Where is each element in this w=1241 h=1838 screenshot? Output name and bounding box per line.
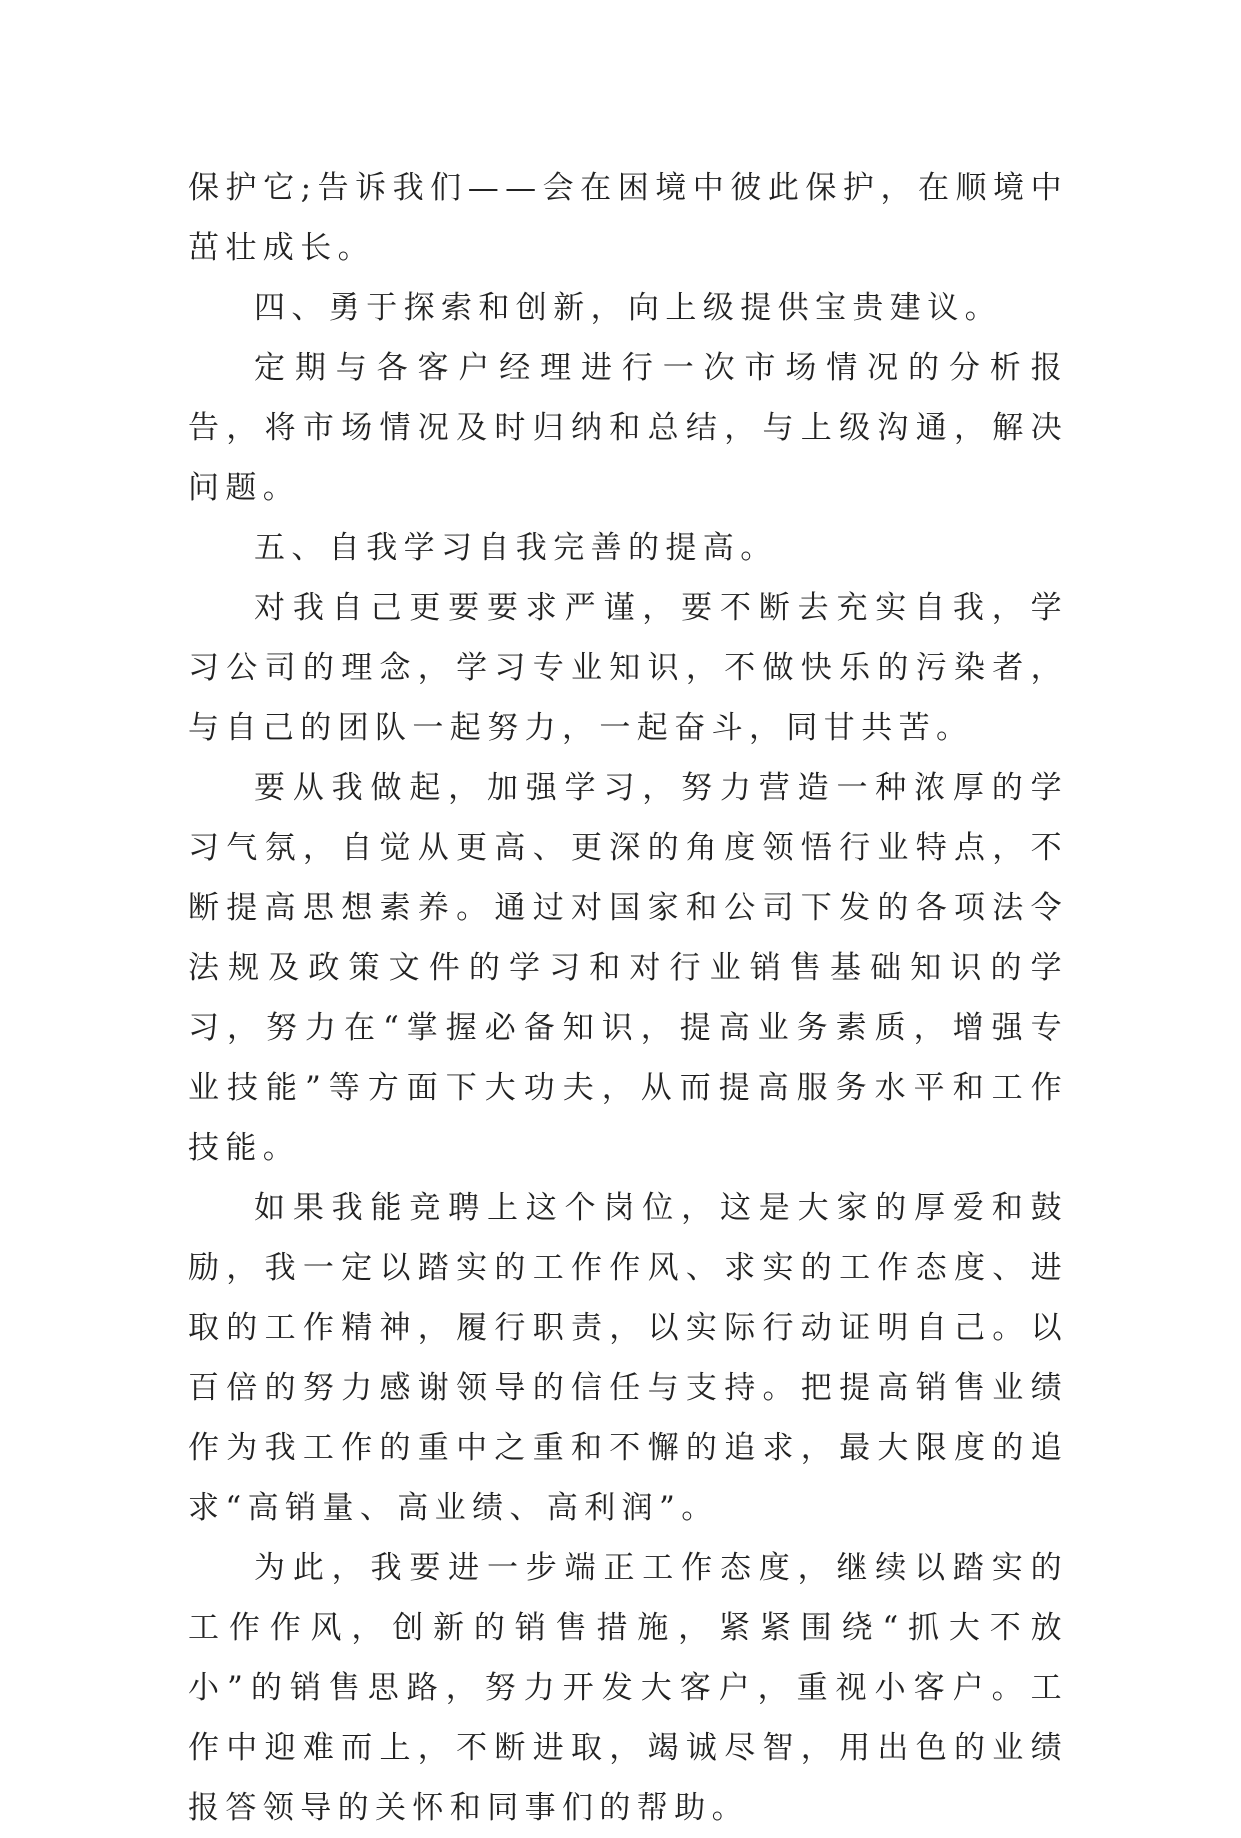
section-heading-four: 四、勇于探索和创新，向上级提供宝贵建议。 (254, 290, 1002, 326)
document-body (188, 158, 1068, 1838)
paragraph-continuation: 保护它;告诉我们——会在困境中彼此保护，在顺境中茁壮成长。 (188, 170, 1068, 266)
paragraph-learning: 要从我做起，加强学习，努力营造一种浓厚的学习气氛，自觉从更高、更深的角度领悟行业特点，不断提高思想素养。通过对国家和公司下发的各项法令法规及政策文件的学习和对行业销售基础知识的学习，努力在“掌握必备知识，提高业务素质，增强专业技能”等方面下大功夫，从而提高服务水平和工作技能。 (188, 770, 1068, 1166)
paragraph-commitment: 如果我能竞聘上这个岗位，这是大家的厚爱和鼓励，我一定以踏实的工作作风、求实的工作态度、进取的工作精神，履行职责，以实际行动证明自己。以百倍的努力感谢领导的信任与支持。把提高销售业绩作为我工作的重中之重和不懈的追求，最大限度的追求“高销量、高业绩、高利润”。 (188, 1190, 1068, 1526)
paragraph-self-discipline: 对我自己更要要求严谨，要不断去充实自我，学习公司的理念，学习专业知识，不做快乐的污染者，与自己的团队一起努力，一起奋斗，同甘共苦。 (188, 590, 1068, 746)
paragraph-market-report: 定期与各客户经理进行一次市场情况的分析报告，将市场情况及时归纳和总结，与上级沟通，解决问题。 (188, 350, 1068, 506)
paragraph-closing: 为此，我要进一步端正工作态度，继续以踏实的工作作风，创新的销售措施，紧紧围绕“抓大不放小”的销售思路，努力开发大客户，重视小客户。工作中迎难而上，不断进取，竭诚尽智，用出色的业绩报答领导的关怀和同事们的帮助。 (188, 1550, 1068, 1826)
section-heading-five: 五、自我学习自我完善的提高。 (254, 530, 778, 566)
